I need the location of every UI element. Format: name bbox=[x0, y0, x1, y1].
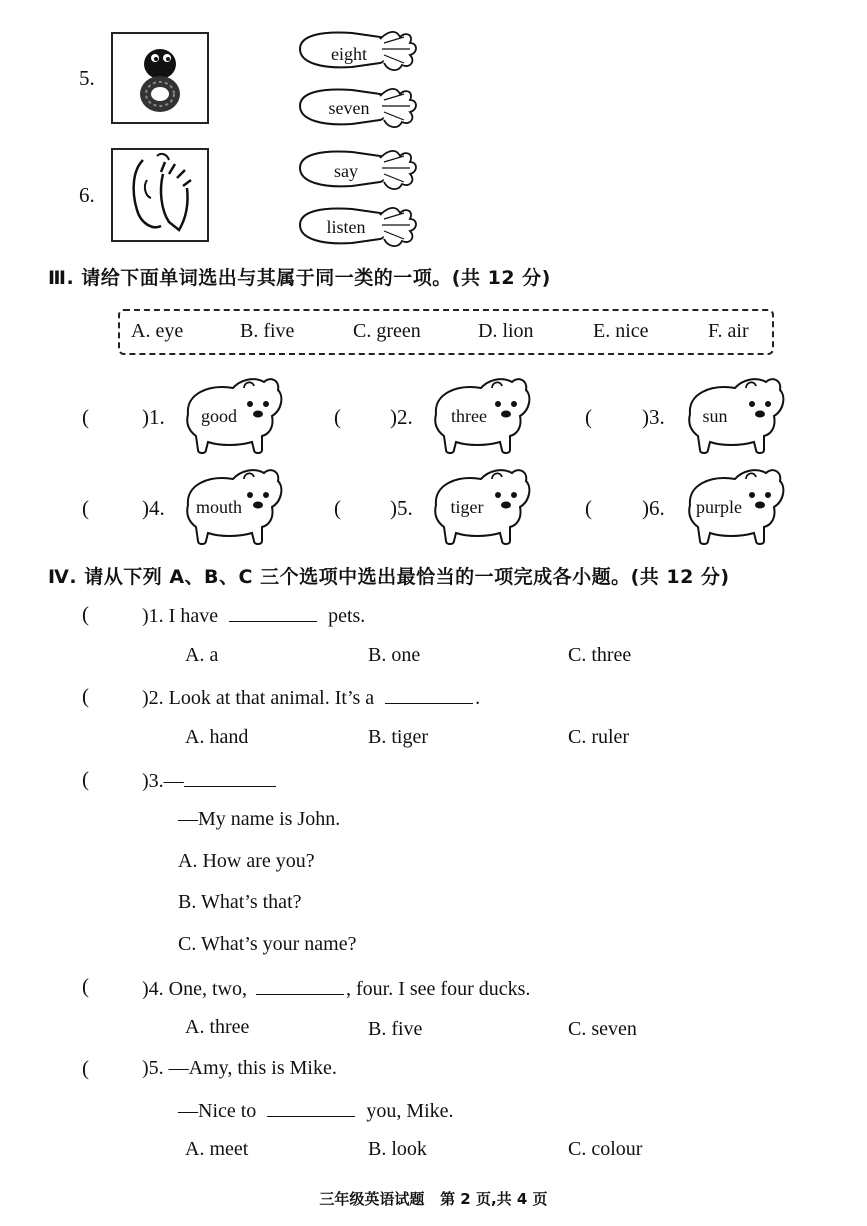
answer-blank[interactable] bbox=[256, 976, 344, 995]
choice-option: A. eye bbox=[131, 320, 184, 342]
answer-paren-open[interactable]: ( bbox=[82, 405, 89, 429]
bear-word: purple bbox=[696, 497, 742, 517]
question-text: , four. I see four ducks. bbox=[346, 978, 531, 1000]
answer-paren-open[interactable]: ( bbox=[585, 496, 592, 520]
option: B. five bbox=[368, 1018, 423, 1040]
question bbox=[142, 1057, 337, 1080]
item-number: )1. bbox=[142, 405, 165, 429]
answer-paren-open[interactable]: ( bbox=[82, 767, 89, 791]
option: B. one bbox=[368, 644, 421, 666]
question-text: pets. bbox=[328, 605, 366, 627]
question-text: —Amy, this is Mike. bbox=[168, 1057, 337, 1079]
answer-paren-open[interactable]: ( bbox=[82, 684, 89, 708]
question-text: . bbox=[475, 687, 481, 709]
question-text: One, two, bbox=[168, 978, 247, 1000]
section-title: Ⅲ. 请给下面单词选出与其属于同一类的一项。(共 12 分) bbox=[48, 267, 551, 289]
option: A. hand bbox=[185, 726, 249, 748]
item-number: 5. bbox=[79, 66, 95, 90]
option: A. meet bbox=[185, 1138, 249, 1160]
choice-option: F. air bbox=[708, 320, 749, 342]
choice-option: E. nice bbox=[593, 320, 649, 342]
picture-box bbox=[111, 32, 209, 124]
question-text: — bbox=[163, 770, 184, 792]
question bbox=[142, 603, 365, 628]
option: A. three bbox=[185, 1016, 250, 1038]
answer-blank[interactable] bbox=[385, 685, 473, 704]
item-number: )3. bbox=[642, 405, 665, 429]
item-number: )4. bbox=[142, 978, 164, 1000]
answer-paren-open[interactable]: ( bbox=[334, 405, 341, 429]
section-title: Ⅳ. 请从下列 A、B、C 三个选项中选出最恰当的一项完成各小题。(共 12 分) bbox=[48, 566, 730, 588]
option: C. What’s your name? bbox=[178, 933, 357, 955]
donut-number-8-icon bbox=[113, 34, 207, 122]
answer-blank[interactable] bbox=[267, 1098, 355, 1117]
option: C. seven bbox=[568, 1018, 637, 1040]
hand-to-ear-icon bbox=[113, 150, 207, 240]
question-text: —Nice to bbox=[178, 1100, 257, 1122]
answer-paren-open[interactable]: ( bbox=[82, 496, 89, 520]
item-number: 6. bbox=[79, 183, 95, 207]
item-number: )5. bbox=[142, 1057, 164, 1079]
option: C. colour bbox=[568, 1138, 643, 1160]
carrot-word: seven bbox=[328, 98, 370, 118]
option: C. three bbox=[568, 644, 632, 666]
question-text: I have bbox=[168, 605, 219, 627]
item-number: )6. bbox=[642, 496, 665, 520]
question-text: you, Mike. bbox=[366, 1100, 454, 1122]
bear-word: sun bbox=[702, 406, 728, 426]
answer-paren-open[interactable]: ( bbox=[82, 1056, 89, 1080]
option: B. look bbox=[368, 1138, 427, 1160]
question-text: Look at that animal. It’s a bbox=[168, 687, 375, 709]
carrot-word: say bbox=[334, 161, 358, 181]
choice-option: B. five bbox=[240, 320, 295, 342]
question-text: —My name is John. bbox=[178, 808, 341, 830]
carrot-word: listen bbox=[326, 217, 366, 237]
bear-word: good bbox=[201, 406, 237, 426]
answer-blank[interactable] bbox=[229, 603, 317, 622]
choice-option: C. green bbox=[353, 320, 421, 342]
bear-word: mouth bbox=[195, 497, 242, 517]
option: C. ruler bbox=[568, 726, 630, 748]
item-number: )3. bbox=[142, 770, 164, 792]
item-number: )4. bbox=[142, 496, 165, 520]
bear-word: tiger bbox=[450, 497, 484, 517]
question bbox=[142, 768, 276, 793]
choice-option: D. lion bbox=[478, 320, 534, 342]
question bbox=[178, 1098, 454, 1123]
option: B. What’s that? bbox=[178, 891, 302, 913]
item-number: )1. bbox=[142, 605, 164, 627]
item-number: )2. bbox=[390, 405, 413, 429]
item-number: )2. bbox=[142, 687, 164, 709]
answer-paren-open[interactable]: ( bbox=[334, 496, 341, 520]
question bbox=[142, 976, 530, 1001]
carrot-word: eight bbox=[331, 44, 367, 64]
answer-paren-open[interactable]: ( bbox=[82, 602, 89, 626]
answer-paren-open[interactable]: ( bbox=[82, 974, 89, 998]
option: B. tiger bbox=[368, 726, 428, 748]
bear-word: three bbox=[451, 406, 487, 426]
picture-box bbox=[111, 148, 209, 242]
question bbox=[142, 685, 480, 710]
answer-paren-open[interactable]: ( bbox=[585, 405, 592, 429]
option: A. a bbox=[185, 644, 219, 666]
choice-box bbox=[118, 309, 774, 355]
item-number: )5. bbox=[390, 496, 413, 520]
answer-blank[interactable] bbox=[184, 768, 276, 787]
page-footer: 三年级英语试题 第 2 页,共 4 页 bbox=[319, 1190, 548, 1208]
option: A. How are you? bbox=[178, 850, 315, 872]
